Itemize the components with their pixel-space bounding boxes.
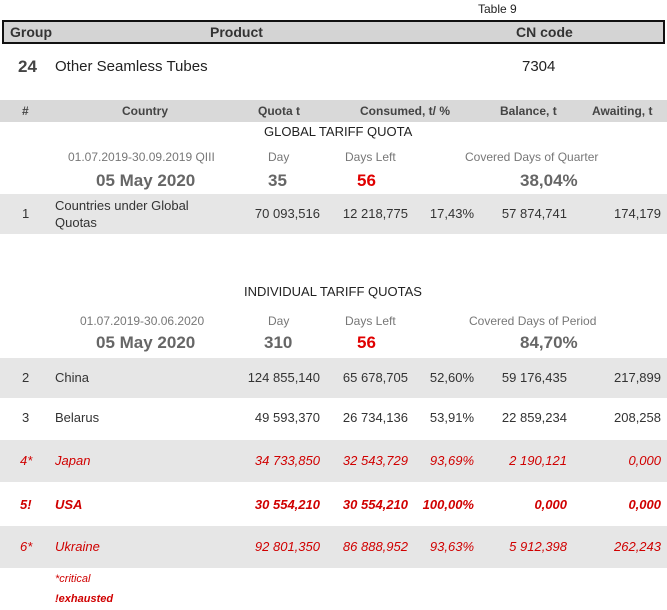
row-awaiting: 217,899: [614, 370, 661, 385]
global-quota-title: GLOBAL TARIFF QUOTA: [264, 124, 413, 139]
individual-days-left-label: Days Left: [345, 314, 396, 328]
global-covered-label: Covered Days of Quarter: [465, 150, 599, 164]
row-percent: 93,63%: [429, 539, 474, 554]
col-country: Country: [122, 104, 168, 118]
row-awaiting: 262,243: [614, 539, 661, 554]
row-country: China: [55, 370, 89, 385]
column-header-row: [0, 100, 667, 122]
row-country: Countries under Global Quotas: [55, 198, 189, 230]
group-header: Group: [10, 24, 52, 40]
row-balance: 0,000: [534, 497, 567, 512]
table-row: [0, 358, 667, 398]
cn-code-header: CN code: [516, 24, 573, 40]
individual-day-value: 310: [264, 333, 293, 352]
row-awaiting: 0,000: [628, 453, 661, 468]
row-consumed: 26 734,136: [342, 410, 408, 425]
row-quota: 49 593,370: [254, 410, 320, 425]
row-balance: 22 859,234: [501, 410, 567, 425]
row-consumed: 12 218,775: [342, 206, 408, 221]
table-header-bar: [2, 20, 665, 44]
global-days-left-value: 56: [357, 171, 376, 190]
row-quota: 70 093,516: [254, 206, 320, 221]
table-row: [0, 398, 667, 440]
row-num: 6*: [20, 539, 33, 554]
table-row: [0, 194, 667, 234]
row-country: Japan: [55, 453, 91, 468]
row-awaiting: 0,000: [628, 497, 661, 512]
row-country: Belarus: [55, 410, 100, 425]
row-balance: 2 190,121: [509, 453, 567, 468]
col-consumed: Consumed, t/ %: [360, 104, 451, 118]
global-days-left-label: Days Left: [345, 150, 396, 164]
row-consumed: 65 678,705: [342, 370, 408, 385]
global-day-label: Day: [268, 150, 290, 164]
col-awaiting: Awaiting, t: [592, 104, 653, 118]
product-header: Product: [210, 24, 263, 40]
product-name: Other Seamless Tubes: [55, 58, 208, 75]
row-percent: 93,69%: [429, 453, 474, 468]
row-awaiting: 208,258: [614, 410, 661, 425]
row-quota: 92 801,350: [254, 539, 320, 554]
individual-covered-value: 84,70%: [520, 333, 578, 352]
row-num: 1: [22, 206, 30, 221]
individual-date: 05 May 2020: [96, 333, 196, 352]
row-awaiting: 174,179: [614, 206, 661, 221]
global-period: 01.07.2019-30.09.2019 QIII: [68, 150, 215, 164]
row-num: 5!: [20, 497, 32, 512]
row-percent: 100,00%: [422, 497, 474, 512]
row-percent: 17,43%: [429, 206, 474, 221]
cn-code-value: 7304: [522, 58, 556, 75]
row-balance: 59 176,435: [501, 370, 567, 385]
global-day-value: 35: [268, 171, 287, 190]
row-country: USA: [55, 497, 83, 512]
col-num: #: [22, 104, 29, 118]
col-balance: Balance, t: [500, 104, 557, 118]
row-percent: 53,91%: [429, 410, 474, 425]
individual-period: 01.07.2019-30.06.2020: [80, 314, 205, 328]
exhausted-note: !exhausted: [55, 593, 114, 605]
row-quota: 34 733,850: [254, 453, 320, 468]
global-date: 05 May 2020: [96, 171, 196, 190]
individual-quota-title: INDIVIDUAL TARIFF QUOTAS: [244, 284, 422, 299]
row-num: 4*: [20, 453, 33, 468]
row-balance: 5 912,398: [509, 539, 567, 554]
table-row: [0, 526, 667, 568]
row-quota: 30 554,210: [254, 497, 320, 512]
row-percent: 52,60%: [429, 370, 474, 385]
row-quota: 124 855,140: [247, 370, 320, 385]
row-consumed: 86 888,952: [342, 539, 408, 554]
col-quota: Quota t: [258, 104, 300, 118]
individual-day-label: Day: [268, 314, 290, 328]
row-balance: 57 874,741: [501, 206, 567, 221]
table-row: [0, 440, 667, 482]
group-number: 24: [18, 57, 37, 76]
individual-covered-label: Covered Days of Period: [469, 314, 597, 328]
row-country: Ukraine: [55, 539, 100, 554]
row-num: 3: [22, 410, 30, 425]
row-consumed: 32 543,729: [342, 453, 408, 468]
row-consumed: 30 554,210: [342, 497, 408, 512]
global-covered-value: 38,04%: [520, 171, 578, 190]
table-row: [0, 484, 667, 526]
critical-note: *critical: [55, 573, 91, 585]
table-number: Table 9: [478, 2, 517, 16]
individual-days-left-value: 56: [357, 333, 376, 352]
row-num: 2: [22, 370, 30, 385]
